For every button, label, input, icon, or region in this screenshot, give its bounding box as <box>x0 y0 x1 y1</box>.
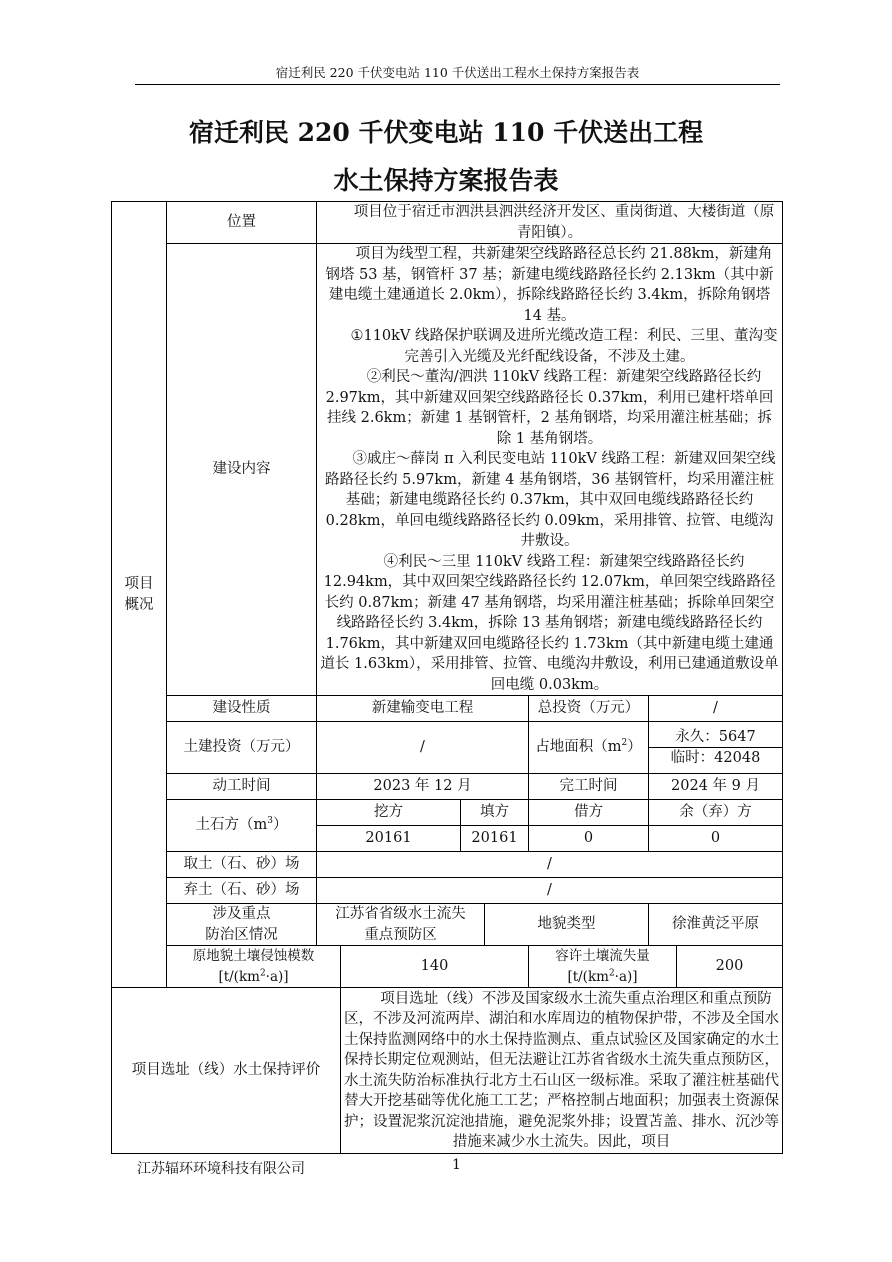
content-label: 建设内容 <box>167 244 317 696</box>
footer-company: 江苏辐环环境科技有限公司 <box>137 1161 305 1177</box>
content-para: 项目为线型工程，共新建架空线路路径总长约 21.88km，新建角钢塔 53 基，钢管杆 37 基；新建电缆线路路径长约 2.13km（其中新建电缆土建通道长 2.0km），拆除线路路径长约 3.4km，拆除角钢塔 14 基。 <box>325 246 774 324</box>
civil-investment-value: / <box>317 722 529 774</box>
content-para: ③戚庄～薛岗 π 入利民变电站 110kV 线路工程：新建双回架空线路路径长约 5.97km，新建 4 基角钢塔，36 基钢管杆，均采用灌注桩基础；新建电缆路径长约 0.37km，其中双回电缆线路路径长约 0.28km，单回电缆线路路径长约 0.09km，采用排管、拉管、电缆沟井敷设。 <box>325 451 776 549</box>
earthwork-value: 20161 <box>461 826 529 852</box>
area-temporary: 临时：42048 <box>670 750 761 766</box>
borrow-site-label: 取土（石、砂）场 <box>167 852 317 878</box>
earthwork-header: 余（弃）方 <box>649 800 783 826</box>
document-title-line1: 宿迁利民 220 千伏变电站 110 千伏送出工程 <box>188 118 704 147</box>
civil-investment-label: 土建投资（万元） <box>167 722 317 774</box>
document-title-line2: 水土保持方案报告表 <box>333 166 559 195</box>
investment-value: / <box>649 696 783 722</box>
landform-value: 徐淮黄泛平原 <box>649 904 783 946</box>
location-label: 位置 <box>167 202 317 244</box>
earthwork-value: 20161 <box>317 826 461 852</box>
nature-value: 新建输变电工程 <box>317 696 529 722</box>
landform-label: 地貌类型 <box>485 904 649 946</box>
page-number: 1 <box>452 1157 461 1173</box>
running-header: 宿迁利民 220 千伏变电站 110 千伏送出工程水土保持方案报告表 <box>275 65 640 80</box>
allowable-loss-label: 容许土壤流失量 $[t/(km^2\cdot a)]$ <box>529 946 677 988</box>
investment-label: 总投资（万元） <box>529 696 649 722</box>
header-rule <box>135 84 780 85</box>
area-permanent: 永久：5647 <box>649 727 782 748</box>
area-values <box>649 722 783 774</box>
location-text: 项目位于宿迁市泗洪县泗洪经济开发区、重岗街道、大楼街道（原青阳镇）。 <box>317 202 783 244</box>
allowable-loss-value: 200 <box>677 946 783 988</box>
start-label: 动工时间 <box>167 774 317 800</box>
earthwork-header: 挖方 <box>317 800 461 826</box>
site-evaluation-label: 项目选址（线）水土保持评价 <box>112 988 341 1154</box>
spoil-site-value: / <box>317 878 783 904</box>
start-value: 2023 年 12 月 <box>317 774 529 800</box>
earthwork-value: 0 <box>529 826 649 852</box>
key-zone-value: 江苏省省级水土流失 重点预防区 <box>317 904 485 946</box>
nature-label: 建设性质 <box>167 696 317 722</box>
site-evaluation-text: 项目选址（线）不涉及国家级水土流失重点治理区和重点预防区，不涉及河流两岸、湖泊和水库周边的植物保护带，不涉及全国水土保持监测网络中的水土保持监测点、重点试验区及国家确定的水土保持长期定位观测站，但无法避让江苏省省级水土流失重点预防区，水土流失防治标准执行北方土石山区一级标准。采取了灌注桩基础代替大开挖基础等优化施工工艺；严格控制占地面积；加强表土资源保护；设置泥浆沉淀池措施，避免泥浆外排；设置苫盖、排水、沉沙等措施来减少水土流失。因此，项目 <box>341 988 783 1154</box>
project-overview-label: 项目 概况 <box>112 202 167 988</box>
earthwork-header: 借方 <box>529 800 649 826</box>
content-para: ④利民～三里 110kV 线路工程：新建架空线路路径长约 12.94km，其中双回架空线路路径长约 12.07km，单回架空线路路径长约 0.87km；新建 47 基角钢塔，均采用灌注桩基础；拆除单回架空线路路径长约 3.4km，拆除 13 基角钢塔；新建电缆线路路径长约 1.76km，其中新建双回电缆路径长约 1.73km（其中新建电缆土建通道长 1.63km），采用排管、拉管、电缆沟井敷设，利用已建通道敷设单回电缆 0.03km。 <box>320 553 779 693</box>
content-text <box>317 244 783 696</box>
earthwork-value: 0 <box>649 826 783 852</box>
key-zone-label: 涉及重点 防治区情况 <box>167 904 317 946</box>
end-label: 完工时间 <box>529 774 649 800</box>
content-para: ②利民～董沟/泗洪 110kV 线路工程：新建架空线路路径长约 2.97km，其中新建双回架空线路路径长 0.37km，利用已建杆塔单回挂线 2.6km；新建 1 基钢管杆，2 基角钢塔，均采用灌注桩基础；拆除 1 基角钢塔。 <box>325 369 774 447</box>
earthwork-header: 填方 <box>461 800 529 826</box>
erosion-modulus-label: 原地貌土壤侵蚀模数 $[t/(km^2\cdot a)]$ <box>167 946 341 988</box>
spoil-site-label: 弃土（石、砂）场 <box>167 878 317 904</box>
area-label: 占地面积$(m^2)$ <box>529 722 649 774</box>
borrow-site-value: / <box>317 852 783 878</box>
earthwork-label: 土石方$(m^3)$ <box>167 800 317 852</box>
end-value: 2024 年 9 月 <box>649 774 783 800</box>
report-table <box>111 201 783 1154</box>
erosion-modulus-value: 140 <box>341 946 529 988</box>
content-para: ①110kV 线路保护联调及进所光缆改造工程：利民、三里、董沟变完善引入光缆及光纤配线设备，不涉及土建。 <box>350 328 778 365</box>
